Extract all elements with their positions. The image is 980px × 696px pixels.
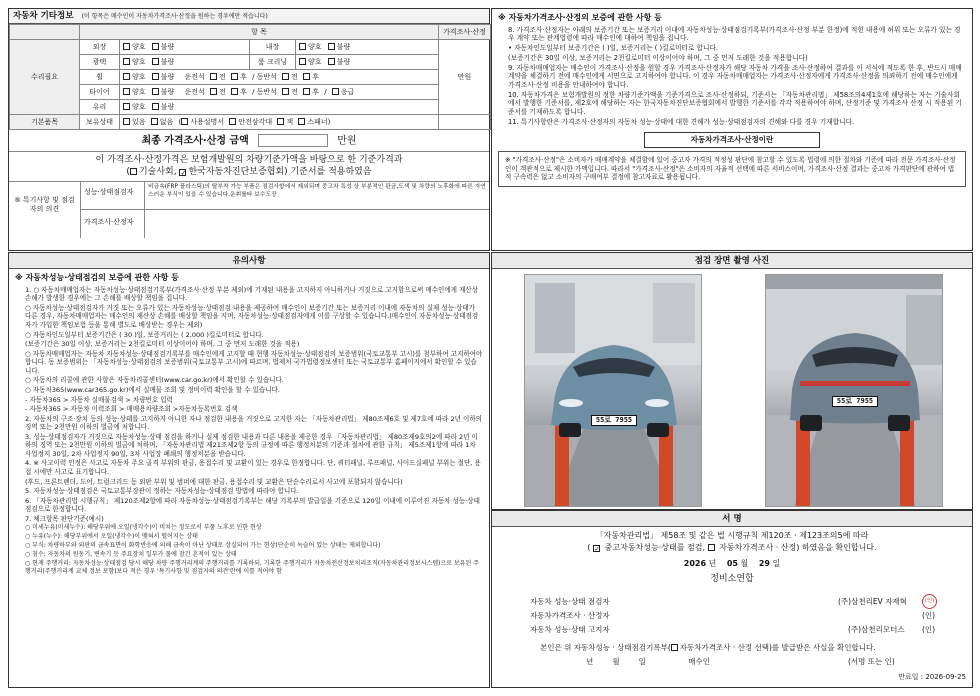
law-line-2 <box>492 543 972 553</box>
checkbox[interactable] <box>229 118 236 125</box>
final-price-input[interactable] <box>258 134 328 147</box>
signer-label: 자동차 성능·상태 점검자 <box>530 597 610 606</box>
buyer-sign: (서명 또는 인) <box>848 657 895 666</box>
notice-items <box>15 286 483 576</box>
col-item-header: 항 목 <box>80 25 439 40</box>
signer-row <box>530 611 950 625</box>
price-info-box: ※ "가격조사·산정"은 소비자가 매매계약을 체결함에 있어 중고자 가격의 적정성 판단에 참고할 수 있도록 법령에 의한 절차와 기준에 따라 전문 가격조사·산정인이 객관적으로 제시한 가액입니다. 따라서 "가격조사·산정"은 소비자의 자율적 선택에 따른 서비스이며, 가격조사·산정 결과는 중고차 가격판단에 관하여 법적 구속력은 없고 소비자의 구매여부 결정에 참고자료로 활용됩니다. <box>498 151 966 188</box>
notice-header: 유의사항 <box>9 253 489 269</box>
option-label: 불량 <box>160 42 175 51</box>
seal-stamp: (인) <box>922 594 937 609</box>
receive-text-a: 본인은 위 자동차성능 · 상태점검기록부( <box>540 643 671 652</box>
option-label: 양호 <box>132 102 146 111</box>
option-label: 양호 <box>132 72 146 81</box>
buyer-label: 매수인 <box>688 657 711 666</box>
signer-rows <box>530 597 950 639</box>
price-guarantee-items <box>498 26 966 127</box>
option-label: 동반석 <box>256 87 277 96</box>
price-check-checkbox[interactable] <box>708 544 715 551</box>
basis-checkbox-2[interactable] <box>179 169 186 176</box>
expiry-label: 만료일 : <box>898 673 924 681</box>
checkbox[interactable] <box>123 118 130 125</box>
final-price-label: 최종 가격조사·산정 금액 <box>141 135 249 147</box>
notice-item: (후드, 프론트펜더, 도어, 트렁크리드 등 외판 부위 및 범퍼에 대한 판금, 용접수리 및 교환은 단순수리로서 사고에 포함되지 않습니다) <box>25 477 403 486</box>
option-label: 사용설명서 <box>190 117 225 126</box>
option-label: 운전석 <box>184 72 205 81</box>
basis-block: 이 가격조사·산정가격은 보험개발원의 차량기준가액을 바탕으로 한 기준가격과 ( 기술사회, ✓한국자동차진단보증협회) 기준서를 적용하였음 <box>9 152 489 182</box>
option-label: 후 <box>312 87 319 96</box>
checkbox[interactable] <box>298 118 305 125</box>
inspection-photo-front <box>524 274 702 507</box>
checkbox[interactable] <box>332 88 339 95</box>
law-line-2-price: 자동차가격조사 · 산정) 하였음을 확인합니다. <box>716 542 877 552</box>
company-name: 정비소연합 <box>710 574 754 585</box>
notice-item: 6. 「자동차관리법 시행규칙」 제120조제2항에 따라 자동차성능·상태점검기록부는 해당 기록부의 발급일을 기준으로 120일 이내에 이루어진 자동차 성능·상태점검으로 한정합니다. <box>25 496 480 514</box>
signature-header: 서 명 <box>492 511 972 527</box>
checkbox[interactable] <box>123 43 130 50</box>
option-label: 양호 <box>132 42 146 51</box>
notice-item: ○ 현재 주행거리: 자동차성능·상태점검 당시 해당 차량 주행거리계의 주행거리를 기록하되, 기록한 주행거리가 자동차전산정보처리조직(자동차관리정보시스템)으로 보유된 주행거리(주행거리계 교체 정보 포함)보다 적은 경우 '특기사항 및 점검자의 의견'란에 이를 적어야 함 <box>25 559 479 575</box>
signature-section <box>491 510 973 688</box>
option-label: 후 <box>312 72 319 81</box>
checkbox[interactable] <box>152 73 159 80</box>
option-label: 운전석 <box>184 87 205 96</box>
sign-year-unit: 년 <box>708 558 717 568</box>
law-line-2-open: ( <box>587 542 594 552</box>
signer-label: 자동차가격조사 · 산정자 <box>530 611 610 620</box>
sign-day-unit: 일 <box>772 558 781 568</box>
checkbox[interactable] <box>299 43 306 50</box>
checkbox[interactable] <box>210 73 217 80</box>
notice-item: - 자동차365 > 자동차 실매물검색 > 차량번호 입력 <box>25 395 173 404</box>
checkbox[interactable] <box>210 88 217 95</box>
receive-confirm <box>540 643 960 652</box>
option-label: 불량 <box>160 102 175 111</box>
notice-item: 5. 자동차성능·상태점검은 국토교통부장관이 정하는 자동차성능·상태점검 방법에 따라야 합니다. <box>25 487 299 496</box>
notice-item: ○ 미세누유(미세누수): 해당부위에 오일(냉각수)이 비치는 정도로서 부품 노후로 인한 현상 <box>25 524 262 532</box>
row-label: 타이어 <box>80 85 120 100</box>
checkbox[interactable] <box>303 88 310 95</box>
notice-title: ※ 자동차성능·상태점검의 보증에 관한 사항 등 <box>15 273 179 282</box>
option-label: 동반석 <box>256 72 277 81</box>
etc-info-title: 자동차 기타정보 <box>13 11 74 21</box>
notice-item: ○ 자동차365(www.car365.go.kr)에서 실매물 조회 및 정비이력 확인을 할 수 있습니다. <box>25 385 280 394</box>
basic-label: 기본품목 <box>10 115 80 130</box>
basic-sub: 보유상태 <box>80 115 120 130</box>
checkbox[interactable] <box>303 73 310 80</box>
basis-option-1: 기술사회 <box>138 167 174 178</box>
price-inspector-label: 가격조사·산정자 <box>81 210 145 238</box>
checkbox[interactable] <box>328 43 335 50</box>
final-price-row <box>9 130 489 152</box>
basis-option-2: 한국자동차진단보증협회 <box>188 167 285 178</box>
option-label: 불량 <box>160 72 175 81</box>
checkbox[interactable] <box>282 73 289 80</box>
expiry-date: 2026-09-25 <box>925 673 966 681</box>
option-label: 후 <box>240 87 247 96</box>
option-label: 양호 <box>132 87 146 96</box>
option-label: 불량 <box>336 57 351 66</box>
option-label: 전 <box>219 72 226 81</box>
option-label: 안전삼각대 <box>238 117 273 126</box>
perf-inspector-label: 성능·상태점검자 <box>81 182 145 210</box>
col-price-header: 가격조사·산정 <box>439 25 491 40</box>
law-line-2-perf: 중고자동차성능·상태를 점검, <box>602 542 708 552</box>
row-label: 외장 <box>80 40 120 55</box>
license-plate-rear: 55로 7955 <box>832 396 878 407</box>
basis-line1: 이 가격조사·산정가격은 보험개발원의 차량기준가액을 바탕으로 한 기준가격과 <box>95 155 403 165</box>
row-label: 광택 <box>80 55 120 70</box>
final-price-unit: 만원 <box>337 135 357 147</box>
law-line-1: 「자동차관리법」 제58조 및 같은 법 시행규칙 제120조 · 제123조의5에 따라 <box>595 531 869 540</box>
checkbox[interactable] <box>328 58 335 65</box>
notice-item: 2. 자동차의 구조·장치 등의 성능·상태를 고지하지 아니한 자나 점검한 내용을 거짓으로 고지한 자는 「자동차관리법」 제80조제6호 및 제7호에 따라 2년 이하의 징역 또는 2천만원 이하의 벌금에 처합니다. <box>25 414 483 432</box>
guarantee-item: • 자동차인도일부터 보증기간은 ( )일, 보증거리는 ( )킬로미터로 합니다. <box>508 44 719 53</box>
photo-section <box>491 252 973 510</box>
checkbox[interactable] <box>152 43 159 50</box>
option-label: 양호 <box>308 57 322 66</box>
price-value: 만원 <box>439 40 491 115</box>
special-label: ⑤ 특기사항 및 점검자의 의견 <box>9 182 81 238</box>
signer-seal: (인) <box>922 625 936 634</box>
basis-line2: ) 기준서를 적용하였음 <box>284 167 372 178</box>
checkbox[interactable] <box>123 103 130 110</box>
checkbox[interactable] <box>152 103 159 110</box>
option-label: 있음 <box>132 117 146 126</box>
option-label: 없음 <box>159 117 174 126</box>
notice-item: 3. 성능·상태점검자가 거짓으로 자동차성능·상태 점검을 하거나 실제 점검한 내용과 다른 내용을 제공한 경우 「자동차관리법」 제80조제9호의2에 따라 2년 이하의 징역 또는 2천만원 이하의 벌금에 처하며, 「자동차관리법 제21조제2항 등의 규정에 따른 행정처분의 기준과 절차에 관한 규칙」 제5조제1항에 따라 1차 사업정지 30일, 2차 사업정지 90일, 3차 사업장 폐쇄의 행정처분을 받습니다. <box>25 432 478 458</box>
buyer-date: 년 월 일 <box>586 657 646 666</box>
expiry <box>898 673 966 682</box>
price-info-box-title: 자동차가격조사·산정이란 <box>644 132 820 147</box>
repair-label: 수리필요 <box>10 40 80 115</box>
signer-row <box>530 625 950 639</box>
row-label: 룸 크리닝 <box>250 55 296 70</box>
option-label: 양호 <box>308 42 322 51</box>
signer-name: (주)삼천리EV 자재혁 <box>838 597 907 606</box>
checkbox[interactable] <box>231 88 238 95</box>
etc-info-section <box>8 8 490 251</box>
perf-check-checkbox[interactable] <box>593 545 600 552</box>
sign-day: 29 <box>758 558 770 568</box>
option-label: 양호 <box>132 57 146 66</box>
sign-date <box>492 559 972 569</box>
checkbox[interactable] <box>152 58 159 65</box>
row-label: 휠 <box>80 70 120 85</box>
option-label: 응급 <box>340 87 355 96</box>
option-label: 불량 <box>160 57 175 66</box>
car-rear-illustration <box>766 275 943 507</box>
checkbox[interactable] <box>181 118 188 125</box>
guarantee-item: (보증기간은 30일 이상, 보증거리는 2천킬로미터 이상이어야 하며, 그 중 먼저 도래한 것을 적용합니다) <box>508 53 808 62</box>
option-label: 불량 <box>160 87 175 96</box>
notice-item: ○ 자동차성능·상태점검자가 거짓 또는 오류가 있는 자동차성능·상태점검 내용을 제공하여 매수인이 보증기간 또는 보증거리 이내에 자동차의 실제 성능·상태가 다른 경우, 자동차매매업자는 매수인의 재산상 손해를 배상할 책임을 지며, 자동차성능·상태점검자에게 이를 구상할 수 있습니다.(매수인이 자동차성능·상태점검자가 가입한 책임보험 등을 통해 별도로 배상받는 경우는 제외) <box>25 303 479 329</box>
signer-name: (주)삼천리모터스 <box>848 625 905 634</box>
option-label: 전 <box>291 87 298 96</box>
option-label: 불량 <box>336 42 351 51</box>
photo-header: 점검 장면 촬영 사진 <box>492 253 972 269</box>
option-label: 전 <box>219 87 226 96</box>
row-label: 유리 <box>80 100 120 115</box>
option-label: 후 <box>240 72 247 81</box>
car-front-illustration <box>525 275 702 507</box>
option-label: 스패너 <box>307 117 328 126</box>
guarantee-item: 10. 자동차가격은 보험개발원의 정한 차량기준가액을 기준가격으로 조사·산정하되, 기준서는 「자동차관리법」 제58조의4제1호에 해당하는 자는 기술사회에서 발행한 기준서를, 제2호에 해당하는 자는 한국자동차진단보증협회에서 발행한 기준서를 각각 적용하여야 하며, 산정기준 및 가격조사 산정 시 적용된 기준서를 기재하도록 합니다. <box>508 90 962 117</box>
checkbox[interactable] <box>282 88 289 95</box>
checkbox[interactable] <box>123 73 130 80</box>
notice-item: 1. ○ 자동차매매업자는 자동차성능·상태점검기록부(가격조사·산정 부분 제외)에 기재된 내용을 고지하지 아니하거나 거짓으로 고지함으로써 매수인에게 재산상 손해가 발생한 경우에는 그 손해를 배상할 책임을 집니다. <box>25 285 479 303</box>
basis-checkbox-1[interactable] <box>130 168 137 175</box>
option-label: 전 <box>291 72 298 81</box>
notice-item: 7. 체크항목 판단기준(예시) <box>25 514 104 523</box>
checkbox[interactable] <box>152 88 159 95</box>
checkbox[interactable] <box>123 88 130 95</box>
signer-label: 자동차 성능·상태 고지자 <box>530 625 610 634</box>
notice-item: ○ 침수: 자동차의 원동기, 변속기 등 주요장치 일부가 물에 잠긴 흔적이 있는 상태 <box>25 550 237 558</box>
notice-item: 4. ※ 사고이력 인정은 사고로 자동차 주요 골격 부위의 판금, 용접수리 및 교환이 있는 경우로 한정합니다. 단, 쿼터패널, 루프패널, 사이드실패널 부위는 절단, 용접 시에만 사고로 표기합니다. <box>25 459 481 476</box>
notice-section <box>8 252 490 688</box>
guarantee-item: 8. 가격조사·산정자는 아래의 보증기간 또는 보증거리 이내에 자동차성능·상태점검기록부(가격조사·산정 부분 한정)에 적힌 내용에 허위 또는 오류가 있는 경우 계약 또는 관계법령에 따라 매수인에 대하여 책임을 집니다. <box>508 25 961 43</box>
inspection-photo-rear <box>765 274 943 507</box>
notice-item: ○ 자동차인도일부터 보증기간은 ( 30 )일, 보증거리는 ( 2,000 )킬로미터로 합니다. <box>25 330 264 339</box>
notice-item: ○ 누유(누수): 해당부위에서 오일(냉각수)이 맺혀서 떨어지는 상태 <box>25 533 198 541</box>
receive-text-b: 자동차가격조사 · 산정 선택)를 발급받은 사실을 확인합니다. <box>679 643 876 652</box>
guarantee-item: 11. 특기사항란은 가격조사·산정자의 자동차 성능·상태에 대한 견해가 성능·상태점검자의 견해와 다를 경우 기재합니다. <box>508 117 855 126</box>
license-plate-front: 55로 7955 <box>591 415 637 426</box>
notice-item: ○ 자동차매매업자는 자동차 자동차성능·상태점검기록부를 매수인에게 고지할 때 현행 자동차성능·상태점검의 보증범위(국토교통부 고시)를 첨부하여 고지하여야 합니다. 동 보증범위는 「자동차성능·상태점검의 보증범위(국토교통부 고시)에 따르며, 법제처 국가법령정보센터 또는 국토교통부 홈페이지에서 확인할 수 있습니다. <box>25 349 483 375</box>
notice-item: (보증기간은 30일 이상, 보증거리는 2천킬로미터 이상이어야 하며, 그 중 먼저 도래한 것을 적용) <box>25 340 300 349</box>
sign-month: 05 <box>726 558 738 568</box>
checkbox[interactable] <box>299 58 306 65</box>
price-guarantee-section <box>491 8 973 251</box>
signer-seal: (인) <box>922 611 936 620</box>
notice-item: - 자동차365 > 자동차 이력조회 > 매매용차량조회 >자동차등록번호 검색 <box>25 405 238 414</box>
option-label: 잭 <box>286 117 294 126</box>
checkbox[interactable] <box>231 73 238 80</box>
perf-comment: 비금속(FRP 플라스틱)의 탈부착 가능 부품은 점검사항에서 제외되며 중고차 특성 상 부분적인 판금,도색 및 차량의 노후화에 따른 자연스러운 부식이 있을 수 있습니다.운휘룰타 보수도장 <box>145 182 489 210</box>
guarantee-item: 9. 자동차매매업자는 매수인이 가격조사·산정을 원할 경우 가격조사·산정자가 해당 자동차 가격을 조사·산정하여 결과를 이 서식에 적도록 한 후, 반드시 매매계약을 체결하기 전에 매수인에게 서면으로 고지하여야 합니다. 이 경우 자동차매매업자는 가격조사·산정자에게 가격조사·산정을 의뢰하기 전에 매수인에게 가격조사·산정 비용을 안내하여야 합니다. <box>508 63 962 89</box>
notice-item: ○ 부식: 차량하부와 외판의 금속표면이 화학반응에 의해 금속이 아닌 상태로 상실되어 가는 현상(단순히 녹슬어 있는 상태는 제외합니다) <box>25 542 381 550</box>
notice-item: ○ 자동차의 리콜에 관한 사항은 자동차리콜센터(www.car.go.kr)에서 확인할 수 있습니다. <box>25 376 284 385</box>
buyer-row <box>586 657 956 666</box>
etc-info-header <box>9 9 489 24</box>
checkbox[interactable] <box>277 118 284 125</box>
etc-info-table: 항 목 가격조사·산정 수리필요 외장 양호 불량 내장 양호 불량 만원 광택 양호 불량 룸 크리닝 양호 불량 휠 양호 불량 운전석 전 후 / 동반석 전 후 타이어 양호 불량 운전석 전 후 / 동반석 전 후 / 응급 유리 양호 불량 기본품목 보유상태 있음 없음 ( 사용설명서 안전삼각대 잭 스패너) <box>9 24 491 130</box>
receive-checkbox[interactable] <box>671 644 678 651</box>
checkbox[interactable] <box>123 58 130 65</box>
etc-info-note: (이 항목은 매수인이 자동차가격조사·산정을 원하는 경우에만 적습니다) <box>81 13 268 20</box>
signer-row <box>530 597 950 611</box>
sign-year: 2026 <box>683 558 707 568</box>
row-label: 내장 <box>250 40 296 55</box>
sign-month-unit: 월 <box>740 558 749 568</box>
price-guarantee-title: ※ 자동차가격조사·산정의 보증에 관한 사항 등 <box>498 13 662 22</box>
special-block <box>9 182 489 238</box>
checkbox[interactable] <box>151 118 158 125</box>
